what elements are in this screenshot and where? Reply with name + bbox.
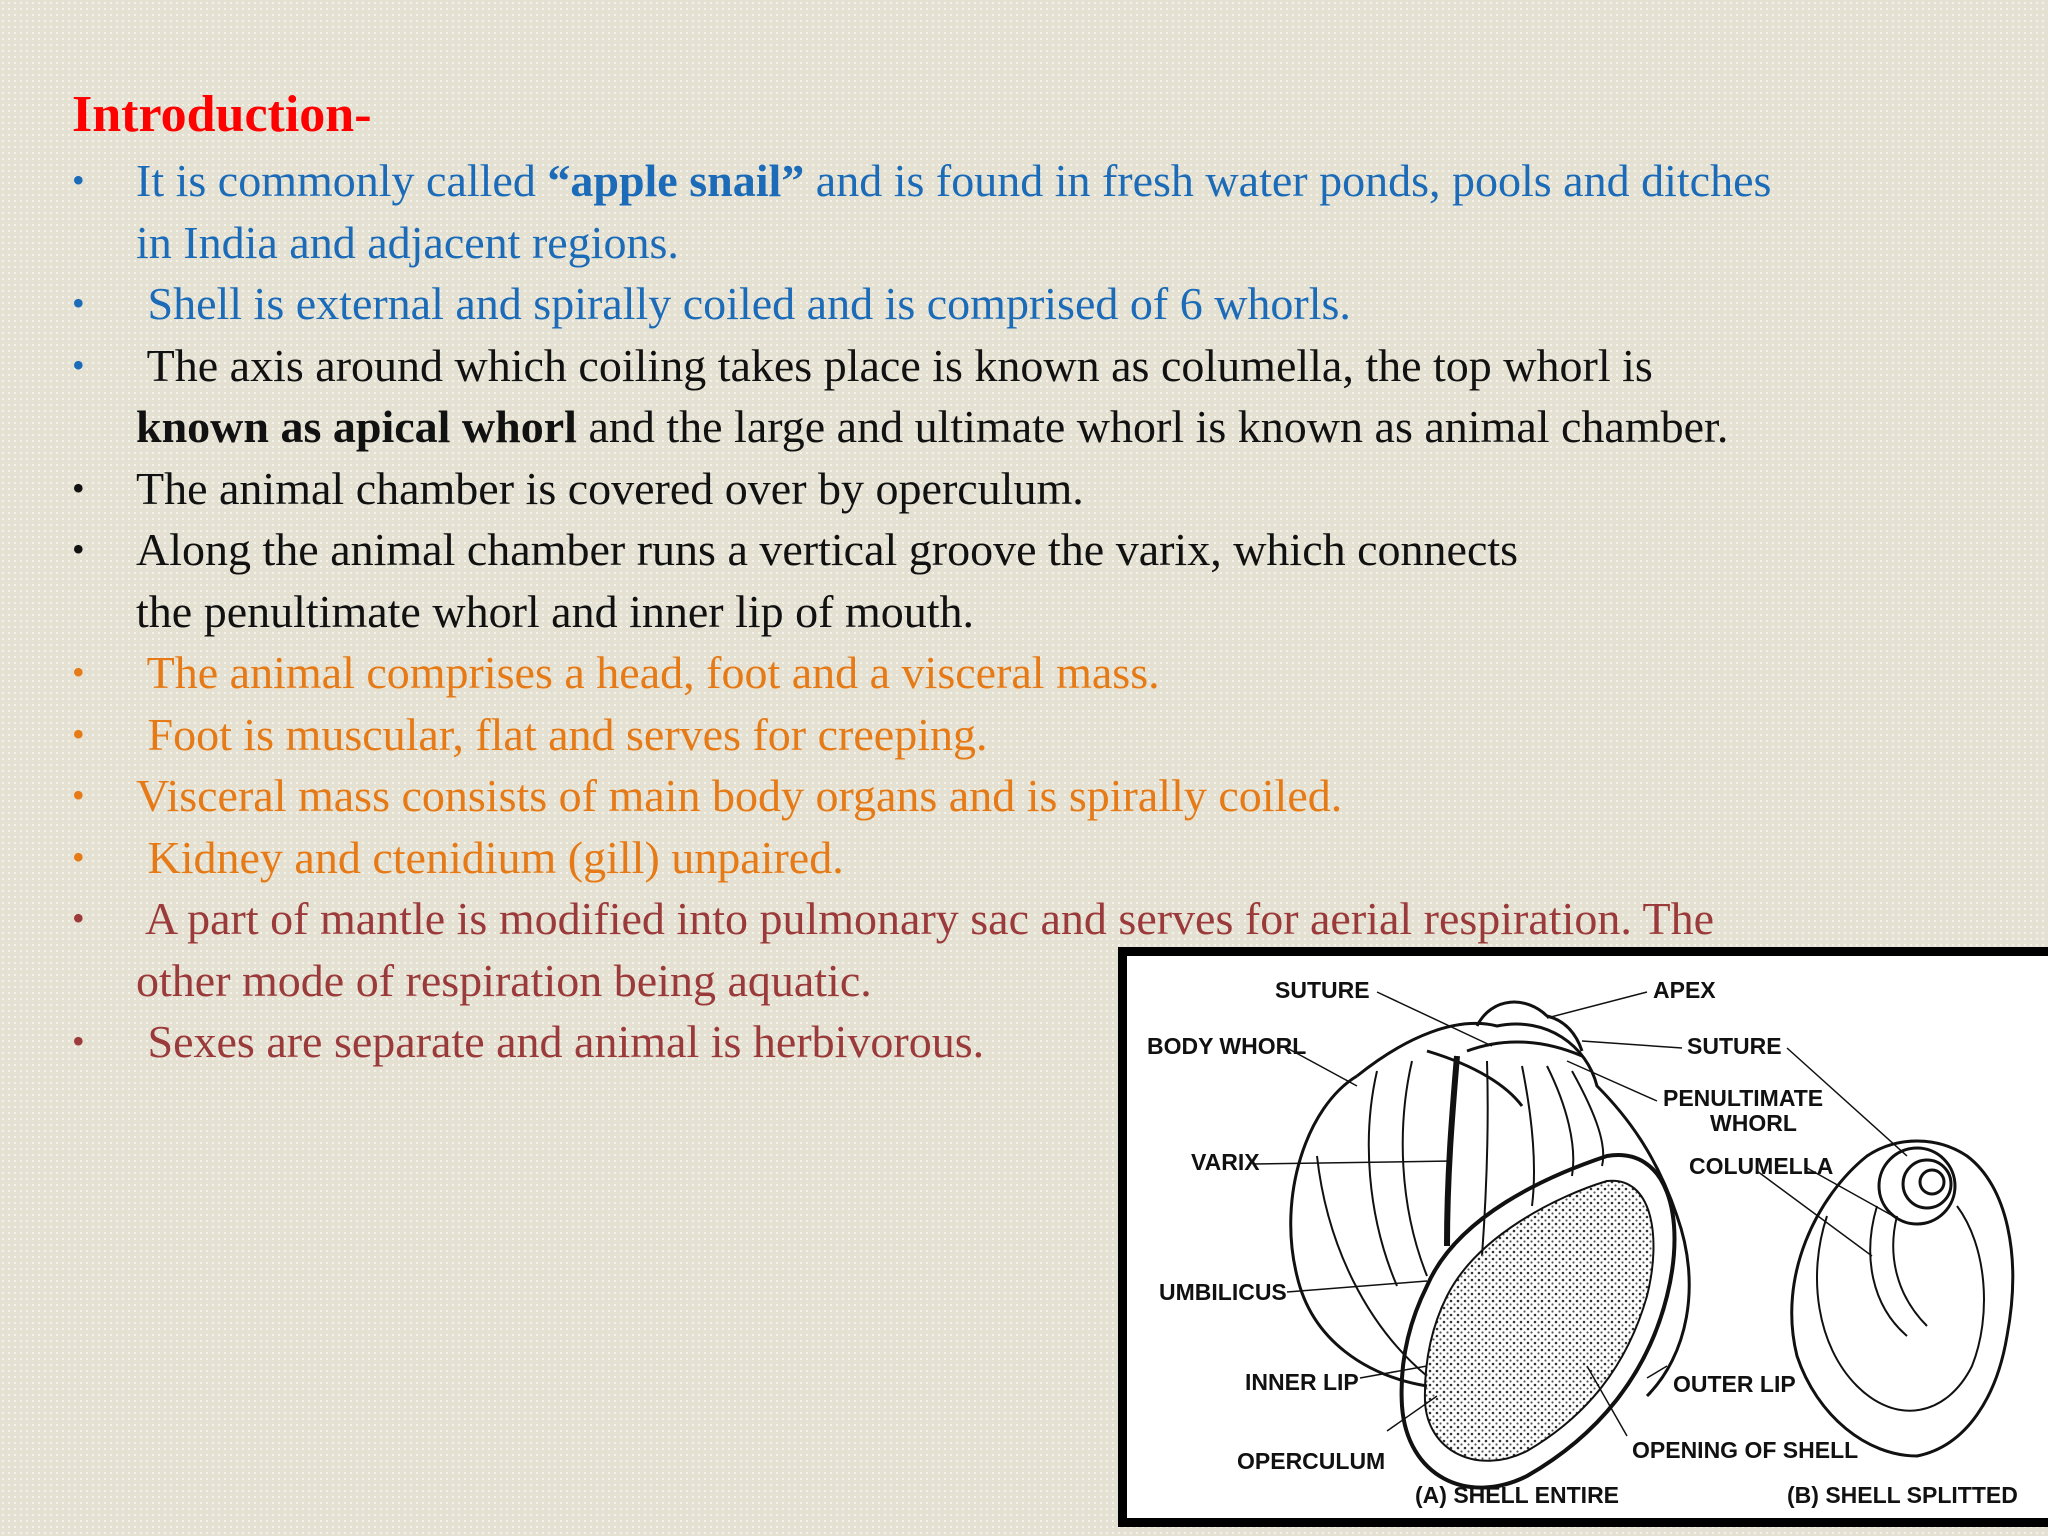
bullet-item-9 [72,827,2032,889]
bullet-line: the penultimate whorl and inner lip of mouth. [136,585,975,637]
shell-entire-drawing [1291,1002,1689,1488]
label-inner-lip: INNER LIP [1245,1369,1359,1395]
bullet-item-5 [72,519,2032,642]
label-operculum: OPERCULUM [1237,1448,1386,1474]
bullet-marker: • [72,283,85,323]
shell-diagram [1118,947,2048,1527]
bullet-marker: • [72,652,85,692]
bullet-list [72,150,2032,1073]
bullet-line: Along the animal chamber runs a vertical groove the varix, which connects [136,524,1519,575]
bullet-marker: • [72,1021,85,1061]
bullet-line: Shell is external and spirally coiled and is comprised of 6 whorls. [136,278,1351,329]
bullet-line: The animal chamber is covered over by operculum. [136,462,1084,514]
bullet-line: other mode of respiration being aquatic. [136,954,872,1006]
bullet-marker: • [72,775,85,815]
label-suture-right: SUTURE [1687,1033,1782,1059]
bullet-marker: • [72,467,85,508]
label-columella: COLUMELLA [1689,1153,1834,1179]
bullet-line: It is commonly called “apple snail” and is found in fresh water ponds, pools and ditches [136,155,1772,206]
bullet-marker: • [72,529,85,569]
bullet-line: known as apical whorl and the large and ultimate whorl is known as animal chamber. [136,401,1729,452]
bullet-line: Sexes are separate and animal is herbivorous. [136,1016,985,1067]
label-outer-lip: OUTER LIP [1673,1371,1796,1397]
caption-shell-entire: (A) SHELL ENTIRE [1415,1482,1620,1508]
bullet-marker: • [72,160,85,200]
bullet-marker: • [72,713,85,754]
bullet-item-3 [72,335,2032,458]
label-varix: VARIX [1191,1149,1260,1175]
bullet-line: Foot is muscular, flat and serves for creeping. [136,708,988,760]
label-penultimate: PENULTIMATE [1663,1085,1824,1111]
shell-splitted-drawing [1792,1141,2013,1456]
label-suture-top: SUTURE [1275,977,1370,1003]
shell-diagram-svg [1127,956,2048,1527]
bullet-item-6 [72,642,2032,704]
label-apex: APEX [1653,977,1716,1003]
bold-text: “apple snail” [547,155,805,206]
bullet-line: in India and adjacent regions. [136,216,679,268]
caption-shell-splitted: (B) SHELL SPLITTED [1787,1482,2018,1508]
bullet-line: The axis around which coiling takes place is known as columella, the top whorl is [136,339,1653,391]
bullet-item-4 [72,458,2032,520]
slide-title: Introduction- [72,86,372,143]
bullet-line: Kidney and ctenidium (gill) unpaired. [136,831,844,883]
label-body-whorl: BODY WHORL [1147,1033,1307,1059]
bullet-marker: • [72,898,85,938]
bullet-item-2 [72,273,2032,335]
bold-text: known as apical whorl [136,401,577,452]
label-whorl: WHORL [1710,1110,1797,1136]
label-opening-of-shell: OPENING OF SHELL [1632,1437,1859,1463]
bullet-marker: • [72,836,85,877]
bullet-line: Visceral mass consists of main body organs and is spirally coiled. [136,770,1343,821]
bullet-line: A part of mantle is modified into pulmonary sac and serves for aerial respiration. The [136,893,1715,944]
bullet-item-1 [72,150,2032,273]
label-umbilicus: UMBILICUS [1159,1279,1287,1305]
bullet-item-8 [72,765,2032,827]
bullet-line: The animal comprises a head, foot and a visceral mass. [136,647,1160,698]
bullet-item-7 [72,704,2032,766]
bullet-marker: • [72,344,85,385]
